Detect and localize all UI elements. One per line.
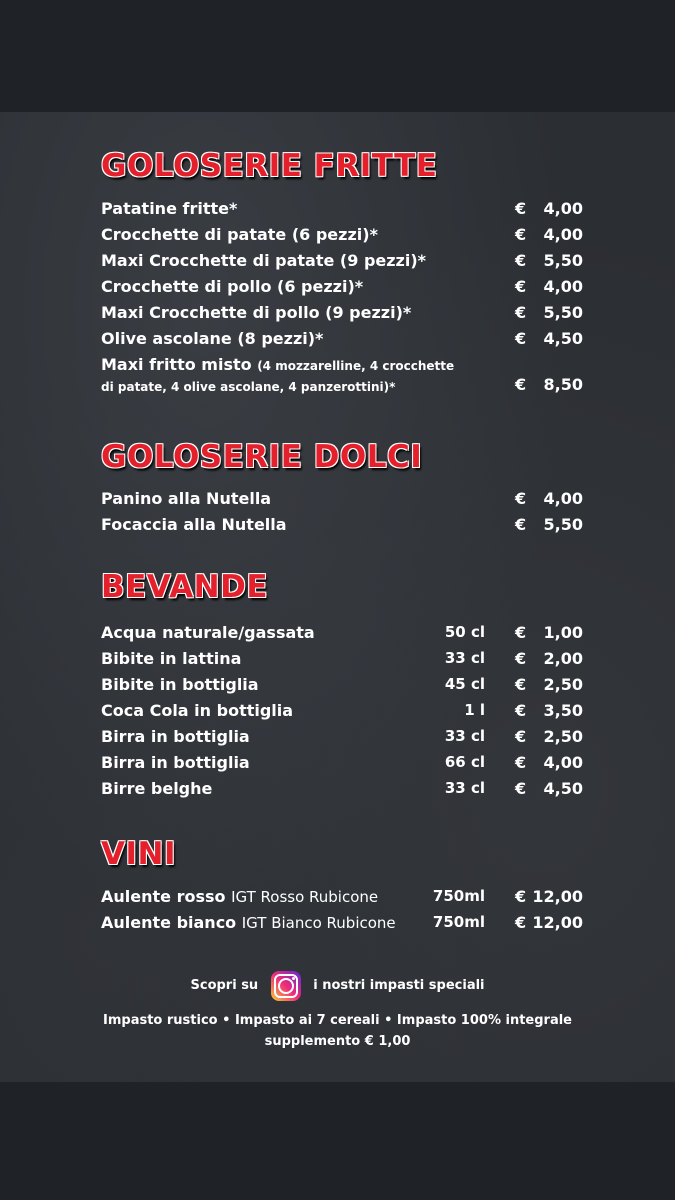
menu-item xyxy=(101,489,583,515)
item-name: Crocchette di patate (6 pezzi)* xyxy=(101,225,378,244)
item-quantity: 33 cl xyxy=(444,649,485,667)
amount: 1,00 xyxy=(543,623,583,642)
item-name: Patatine fritte* xyxy=(101,199,238,218)
menu-item xyxy=(101,779,583,805)
item-quantity: 33 cl xyxy=(444,727,485,745)
item-note: IGT Rosso Rubicone xyxy=(231,888,379,906)
item-name: Acqua naturale/gassata xyxy=(101,623,315,642)
amount: 5,50 xyxy=(543,251,583,270)
amount: 4,50 xyxy=(543,779,583,798)
item-name: Aulente rosso xyxy=(101,887,226,906)
item-quantity: 33 cl xyxy=(444,779,485,797)
item-name: Coca Cola in bottiglia xyxy=(101,701,294,720)
amount: 4,00 xyxy=(543,489,583,508)
item-name-block xyxy=(101,355,454,374)
promo-suffix: i nostri impasti speciali xyxy=(313,978,485,993)
item-name: Bibite in bottiglia xyxy=(101,675,259,694)
menu-item xyxy=(101,251,583,277)
amount: 3,50 xyxy=(543,701,583,720)
amount: 2,50 xyxy=(543,727,583,746)
dough-supplement: supplemento € 1,00 xyxy=(264,1034,411,1049)
menu-item-fritto-misto xyxy=(101,355,583,399)
currency: € xyxy=(515,489,527,508)
amount: 4,00 xyxy=(543,753,583,772)
item-name: Birre belghe xyxy=(101,779,213,798)
section-title-goloserie-dolci: GOLOSERIE DOLCI xyxy=(101,439,423,475)
menu-item xyxy=(101,649,583,675)
menu-item xyxy=(101,623,583,649)
menu-item xyxy=(101,753,583,779)
currency: € xyxy=(515,329,527,348)
amount: 4,50 xyxy=(543,329,583,348)
bottom-band xyxy=(0,1082,675,1200)
amount: 5,50 xyxy=(543,303,583,322)
currency: € xyxy=(515,375,527,394)
top-band xyxy=(0,0,675,112)
menu-item xyxy=(101,277,583,303)
instagram-promo xyxy=(0,970,675,1002)
item-name: Aulente bianco xyxy=(101,913,237,932)
item-name-block xyxy=(101,887,378,906)
item-name: Birra in bottiglia xyxy=(101,727,250,746)
item-note: IGT Bianco Rubicone xyxy=(241,914,396,932)
menu-item xyxy=(101,913,583,939)
item-name: Maxi Crocchette di pollo (9 pezzi)* xyxy=(101,303,412,322)
currency: € xyxy=(515,727,527,746)
item-name: Birra in bottiglia xyxy=(101,753,250,772)
currency: € xyxy=(515,277,527,296)
item-quantity: 750ml xyxy=(432,887,485,905)
section-title-vini: VINI xyxy=(101,836,177,872)
item-quantity: 66 cl xyxy=(444,753,485,771)
amount: 12,00 xyxy=(532,913,583,932)
item-quantity: 45 cl xyxy=(444,675,485,693)
section-title-goloserie-fritte: GOLOSERIE FRITTE xyxy=(101,148,438,184)
currency: € xyxy=(515,303,527,322)
promo-prefix: Scopri su xyxy=(190,978,259,993)
menu-item xyxy=(101,887,583,913)
currency: € xyxy=(515,779,527,798)
amount: 5,50 xyxy=(543,515,583,534)
amount: 4,00 xyxy=(543,277,583,296)
item-detail-continued: di patate, 4 olive ascolane, 4 panzerottini)* xyxy=(101,380,396,394)
currency: € xyxy=(515,701,527,720)
menu-item xyxy=(101,727,583,753)
item-name: Maxi Crocchette di patate (9 pezzi)* xyxy=(101,251,427,270)
menu-item xyxy=(101,329,583,355)
item-quantity: 1 l xyxy=(464,701,485,719)
section-title-bevande: BEVANDE xyxy=(101,569,269,605)
item-quantity: 50 cl xyxy=(444,623,485,641)
item-quantity: 750ml xyxy=(432,913,485,931)
currency: € xyxy=(515,649,527,668)
amount: 4,00 xyxy=(543,225,583,244)
currency: € xyxy=(515,251,527,270)
currency: € xyxy=(515,225,527,244)
item-name: Olive ascolane (8 pezzi)* xyxy=(101,329,324,348)
currency: € xyxy=(515,753,527,772)
menu-item xyxy=(101,675,583,701)
item-name: Bibite in lattina xyxy=(101,649,242,668)
currency: € xyxy=(515,515,527,534)
currency: € xyxy=(515,199,527,218)
menu-item xyxy=(101,225,583,251)
menu-item xyxy=(101,701,583,727)
item-name: Crocchette di pollo (6 pezzi)* xyxy=(101,277,364,296)
item-name: Focaccia alla Nutella xyxy=(101,515,287,534)
currency: € xyxy=(515,913,527,932)
item-detail: (4 mozzarelline, 4 crocchette xyxy=(257,359,455,373)
item-name: Maxi fritto misto xyxy=(101,355,252,374)
menu-item xyxy=(101,515,583,541)
amount: 8,50 xyxy=(543,375,583,394)
menu-item xyxy=(101,199,583,225)
currency: € xyxy=(515,887,527,906)
amount: 12,00 xyxy=(532,887,583,906)
instagram-icon[interactable] xyxy=(271,971,301,1001)
menu-item xyxy=(101,303,583,329)
currency: € xyxy=(515,623,527,642)
menu-board xyxy=(0,112,675,1082)
currency: € xyxy=(515,675,527,694)
item-name-block xyxy=(101,913,396,932)
dough-options: Impasto rustico • Impasto ai 7 cereali • Impasto 100% integrale xyxy=(103,1013,572,1028)
amount: 4,00 xyxy=(543,199,583,218)
amount: 2,00 xyxy=(543,649,583,668)
item-name: Panino alla Nutella xyxy=(101,489,272,508)
amount: 2,50 xyxy=(543,675,583,694)
